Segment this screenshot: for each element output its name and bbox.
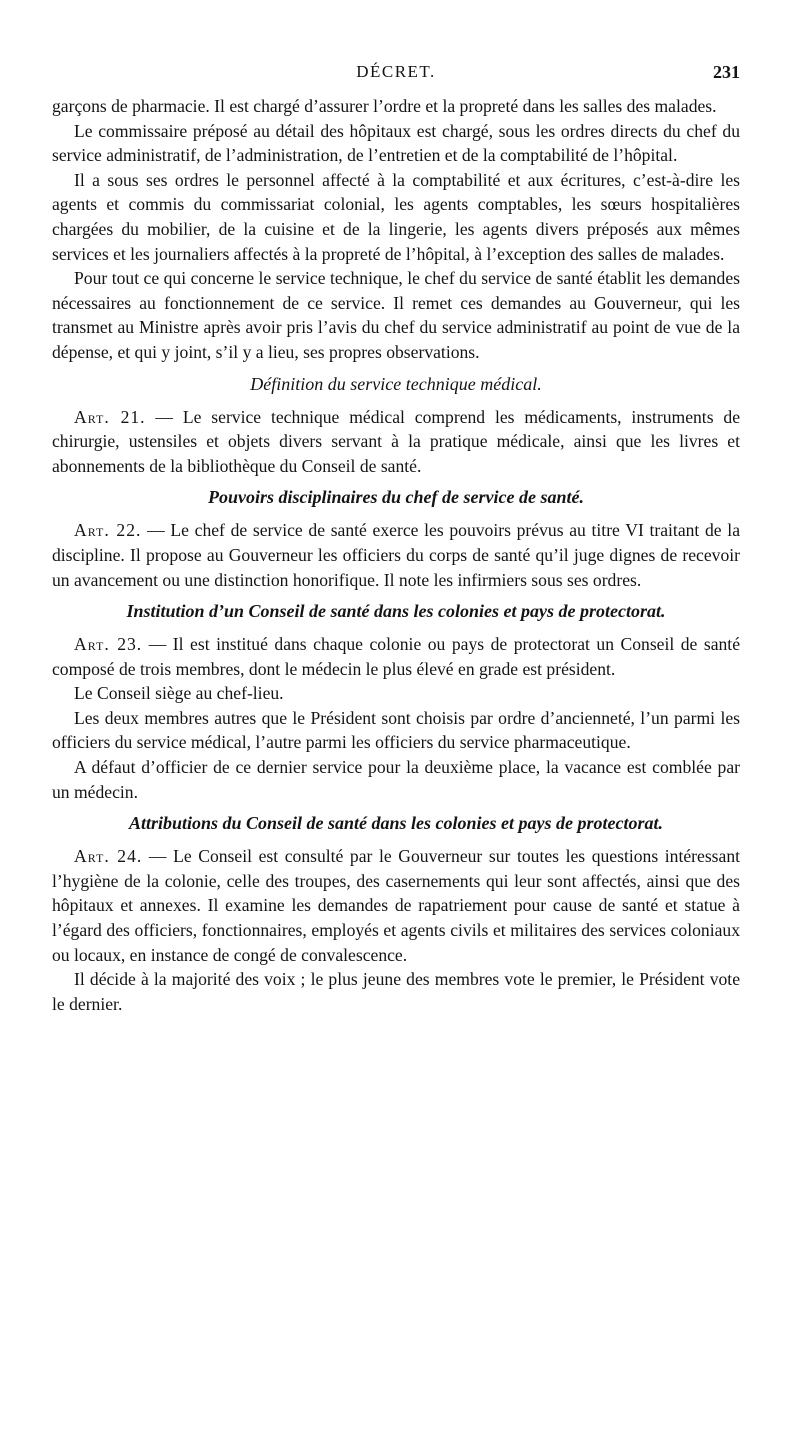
section-heading-pouvoirs: Pouvoirs disciplinaires du chef de service de santé.: [208, 487, 584, 508]
section-heading-institution: Institution d’un Conseil de santé dans les colonies et pays de protectorat.: [126, 601, 666, 622]
article-23: [52, 632, 740, 681]
paragraph-siege: Le Conseil siège au chef-lieu.: [74, 683, 284, 704]
paragraph-membres: Les deux membres autres que le Président sont choisis par ordre d’ancienneté, l’un parmi les officiers du service médical, l’autre parmi les officiers du service pharmaceutique.: [52, 707, 740, 753]
paragraph-vacance: A défaut d’officier de ce dernier service pour la deuxième place, la vacance est comblée par un médecin.: [52, 757, 740, 802]
article-23-text: — Il est institué dans chaque colonie ou pays de protectorat un Conseil de santé composé de trois membres, dont le médecin le plus élevé en grade est président.: [52, 634, 741, 679]
document-page: [52, 58, 740, 1016]
paragraph-service-technique: Pour tout ce qui concerne le service technique, le chef du service de santé établit les demandes nécessaires au fonctionnement de ce service. Il remet ces demandes au Gouverneur, qui les transmet au Ministre après avoir pris l’avis du chef du service administratif au point de vue de la dépense, et qui y joint, s’il y a lieu, ses propres observations.: [52, 268, 740, 362]
paragraph-personnel: Il a sous ses ordres le personnel affecté à la comptabilité et aux écritures, c’est-à-dire les agents et commis du commissariat colonial, les agents comptables, les sœurs hospitalières chargées du mobilier, de la cuisine et de la lingerie, les agents divers préposés aux mêmes services et les journaliers affectés à la propreté de l’hôpital, à l’exception des salles de malades.: [52, 169, 740, 264]
paragraph-continuation: garçons de pharmacie. Il est chargé d’assurer l’ordre et la propreté dans les salles des malades.: [52, 96, 717, 116]
article-24: [52, 844, 740, 967]
section-heading-attributions: Attributions du Conseil de santé dans les colonies et pays de protectorat.: [128, 813, 664, 834]
running-title: DÉCRET.: [356, 62, 436, 81]
section-heading-definition: Définition du service technique médical.: [250, 373, 542, 394]
page-number: 231: [713, 62, 740, 82]
running-header: [52, 58, 740, 94]
article-22-text: — Le chef de service de santé exerce les pouvoirs prévus au titre VI traitant de la discipline. Il propose au Gouverneur les officiers du corps de santé qu’il juge dignes de recevoir un avancement ou une distinction honorifique. Il note les infirmiers sous ses ordres.: [52, 520, 741, 590]
article-22: [52, 518, 740, 592]
article-24-label: Art. 24.: [74, 846, 143, 867]
article-21-label: Art. 21.: [74, 406, 146, 427]
article-21: [52, 405, 740, 479]
paragraph-vote: Il décide à la majorité des voix ; le plus jeune des membres vote le premier, le Président vote le dernier.: [52, 969, 740, 1014]
article-24-text: — Le Conseil est consulté par le Gouverneur sur toutes les questions intéressant l’hygiène de la colonie, celle des troupes, des casernements qui leur sont affectés, ainsi que des hôpitaux et annexes. Il examine les demandes de rapatriement pour cause de santé et statue à l’égard des officiers, fonctionnaires, employés et agents civils et militaires des services coloniaux ou locaux, en instance de congé de convalescence.: [52, 846, 741, 965]
article-23-label: Art. 23.: [74, 634, 143, 655]
paragraph-commissaire: Le commissaire préposé au détail des hôpitaux est chargé, sous les ordres directs du chef du service administratif, de l’administration, de l’entretien et de la comptabilité de l’hôpital.: [52, 120, 740, 166]
article-22-label: Art. 22.: [74, 520, 142, 541]
article-21-text: — Le service technique médical comprend les médicaments, instruments de chirurgie, ustensiles et objets divers servant à la pratique médicale, ainsi que les livres et abonnements de la bibliothèque du Conseil de santé.: [52, 406, 741, 476]
